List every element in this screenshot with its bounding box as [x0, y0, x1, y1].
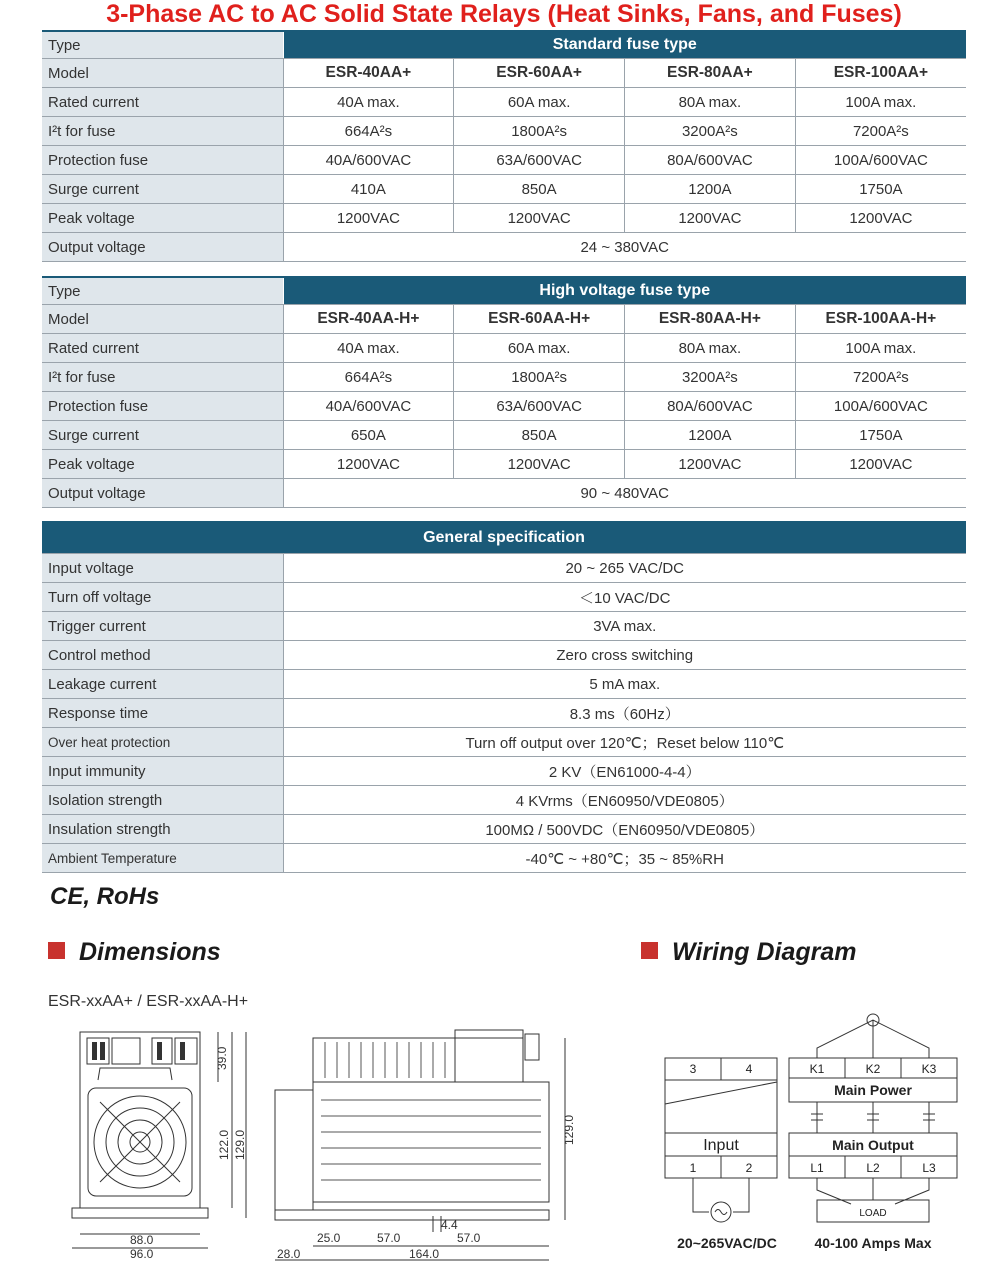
model-cell: ESR-40AA+: [283, 59, 454, 88]
table-cell: 850A: [454, 175, 625, 204]
table-cell: 1200VAC: [454, 204, 625, 233]
terminal-block: [175, 1038, 197, 1064]
terminal-label: L1: [810, 1161, 824, 1175]
table-cell: 1200VAC: [454, 450, 625, 479]
table-cell: 410A: [283, 175, 454, 204]
side-bracket: [275, 1090, 313, 1210]
table-cell: 90 ~ 480VAC: [283, 479, 966, 508]
table-cell: 63A/600VAC: [454, 146, 625, 175]
bullet-square-icon: [641, 942, 658, 959]
table-cell: 664A²s: [283, 117, 454, 146]
terminal-label: 4: [745, 1062, 753, 1076]
screw-icon: [100, 1042, 105, 1060]
table-cell: 5 mA max.: [283, 670, 966, 699]
input-wire: [733, 1178, 749, 1212]
table-cell: 1800A²s: [454, 363, 625, 392]
certifications: CE, RoHs: [50, 883, 160, 910]
wiring-diagram: [655, 1008, 975, 1258]
row-label: Insulation strength: [42, 815, 283, 844]
cover-edge: [98, 1068, 172, 1080]
table-cell: 60A max.: [454, 334, 625, 363]
terminal-block: [112, 1038, 140, 1064]
table-cell: 664A²s: [283, 363, 454, 392]
table-cell: 40A/600VAC: [283, 146, 454, 175]
dim-label: 28.0: [277, 1247, 301, 1261]
table-cell: 8.3 ms（60Hz）: [283, 699, 966, 728]
row-label: Peak voltage: [42, 204, 283, 233]
table-cell: 3200A²s: [625, 117, 796, 146]
row-label: Output voltage: [42, 233, 283, 262]
table-cell: 100A/600VAC: [795, 146, 966, 175]
table-cell: 80A/600VAC: [625, 392, 796, 421]
table-cell: 80A max.: [625, 88, 796, 117]
screw-icon: [92, 1042, 97, 1060]
standard-fuse-table: [42, 32, 966, 262]
wiring-heading: [641, 938, 857, 967]
row-label: I²t for fuse: [42, 363, 283, 392]
screw-icon: [157, 1042, 162, 1060]
table-cell: 40A max.: [283, 88, 454, 117]
front-view-drawing: [60, 1020, 260, 1266]
row-label: Rated current: [42, 88, 283, 117]
dim-label: 57.0: [457, 1231, 481, 1245]
table-cell: 4 KVrms（EN60950/VDE0805）: [283, 786, 966, 815]
model-label: Model: [42, 305, 283, 334]
table-cell: 63A/600VAC: [454, 392, 625, 421]
row-label: Turn off voltage: [42, 583, 283, 612]
table-cell: 7200A²s: [795, 117, 966, 146]
table-cell: 7200A²s: [795, 363, 966, 392]
row-label: Output voltage: [42, 479, 283, 508]
table-cell: 3200A²s: [625, 363, 796, 392]
sine-icon: [715, 1210, 727, 1215]
table-cell: 60A max.: [454, 88, 625, 117]
table-cell: 650A: [283, 421, 454, 450]
terminal-label: 2: [745, 1161, 753, 1175]
dim-label: 25.0: [317, 1231, 341, 1245]
table-cell: 1200A: [625, 421, 796, 450]
amps-label: 40-100 Amps Max: [814, 1235, 932, 1251]
row-label: Input immunity: [42, 757, 283, 786]
dimensions-models: ESR-xxAA+ / ESR-xxAA-H+: [48, 993, 249, 1010]
dim-label: 4.4: [441, 1218, 458, 1232]
table-cell: 1200VAC: [625, 204, 796, 233]
row-label: Protection fuse: [42, 392, 283, 421]
table-cell: 1200VAC: [795, 450, 966, 479]
load-label: LOAD: [859, 1208, 887, 1219]
table-cell: 1200A: [625, 175, 796, 204]
row-label: Leakage current: [42, 670, 283, 699]
dimensions-heading-text: Dimensions: [79, 938, 221, 966]
model-cell: ESR-100AA+: [795, 59, 966, 88]
bullet-square-icon: [48, 942, 65, 959]
table-cell: 1200VAC: [795, 204, 966, 233]
dim-label: 129.0: [562, 1114, 576, 1145]
screw-icon: [180, 1042, 185, 1060]
table-cell: 2 KV（EN61000-4-4）: [283, 757, 966, 786]
model-cell: ESR-60AA-H+: [454, 305, 625, 334]
table-cell: 100A/600VAC: [795, 392, 966, 421]
dim-label: 122.0: [217, 1129, 231, 1160]
row-label: Control method: [42, 641, 283, 670]
row-label: Trigger current: [42, 612, 283, 641]
diagonal: [665, 1082, 777, 1104]
table-cell: 100A max.: [795, 334, 966, 363]
table-cell: 40A max.: [283, 334, 454, 363]
model-cell: ESR-100AA-H+: [795, 305, 966, 334]
table-cell: 1200VAC: [625, 450, 796, 479]
row-label: Surge current: [42, 175, 283, 204]
row-label: Peak voltage: [42, 450, 283, 479]
terminal-block: [87, 1038, 109, 1064]
model-cell: ESR-40AA-H+: [283, 305, 454, 334]
type-label: Type: [42, 32, 283, 59]
dimensions-heading: [48, 938, 221, 967]
dim-label: 96.0: [130, 1247, 154, 1261]
table-cell: 20 ~ 265 VAC/DC: [283, 554, 966, 583]
model-label: Model: [42, 59, 283, 88]
terminal-side: [525, 1034, 539, 1060]
terminal-label: K1: [809, 1062, 825, 1076]
model-cell: ESR-80AA+: [625, 59, 796, 88]
table-cell: Zero cross switching: [283, 641, 966, 670]
table-cell: 850A: [454, 421, 625, 450]
main-power-label: Main Power: [834, 1082, 912, 1098]
dim-label: 39.0: [215, 1046, 229, 1070]
model-cell: ESR-80AA-H+: [625, 305, 796, 334]
terminal-label: 1: [689, 1161, 697, 1175]
terminal-label: L2: [866, 1161, 880, 1175]
terminal-label: K3: [921, 1062, 937, 1076]
high-voltage-fuse-table: [42, 278, 966, 508]
dim-label: 164.0: [409, 1247, 440, 1261]
input-wire: [693, 1178, 709, 1212]
terminal-label: K2: [865, 1062, 881, 1076]
terminal-label: L3: [922, 1161, 936, 1175]
main-output-label: Main Output: [832, 1137, 914, 1153]
table-cell: ＜10 VAC/DC: [283, 583, 966, 612]
dim-label: 129.0: [233, 1129, 247, 1160]
heatsink-fins: [313, 1038, 523, 1082]
table-cell: 1750A: [795, 175, 966, 204]
table-cell: 40A/600VAC: [283, 392, 454, 421]
table-cell: -40℃ ~ +80℃；35 ~ 85%RH: [283, 844, 966, 873]
row-label: Protection fuse: [42, 146, 283, 175]
general-header: General specification: [42, 523, 966, 554]
input-label: Input: [703, 1137, 739, 1154]
dim-label: 57.0: [377, 1231, 401, 1245]
table-cell: 1800A²s: [454, 117, 625, 146]
mounting-base: [72, 1208, 208, 1218]
row-label: Input voltage: [42, 554, 283, 583]
table-cell: Turn off output over 120℃；Reset below 110℃: [283, 728, 966, 757]
row-label: I²t for fuse: [42, 117, 283, 146]
table-cell: 1200VAC: [283, 204, 454, 233]
row-label: Isolation strength: [42, 786, 283, 815]
table-cell: 1750A: [795, 421, 966, 450]
row-label: Rated current: [42, 334, 283, 363]
high-type-header: High voltage fuse type: [283, 278, 966, 305]
page-title: 3-Phase AC to AC Solid State Relays (Heat Sinks, Fans, and Fuses): [106, 0, 902, 28]
table-cell: 1200VAC: [283, 450, 454, 479]
row-label: Over heat protection: [42, 728, 283, 757]
table-cell: 100A max.: [795, 88, 966, 117]
model-cell: ESR-60AA+: [454, 59, 625, 88]
table-cell: 3VA max.: [283, 612, 966, 641]
dim-label: 88.0: [130, 1233, 154, 1247]
row-label: Ambient Temperature: [42, 844, 283, 873]
side-view-drawing: [265, 1020, 595, 1266]
input-spec-label: 20~265VAC/DC: [677, 1235, 777, 1251]
table-cell: 100MΩ / 500VDC（EN60950/VDE0805）: [283, 815, 966, 844]
row-label: Response time: [42, 699, 283, 728]
table-cell: 80A max.: [625, 334, 796, 363]
terminal-label: 3: [689, 1062, 697, 1076]
side-base: [275, 1210, 549, 1220]
type-label: Type: [42, 278, 283, 305]
wiring-heading-text: Wiring Diagram: [672, 938, 857, 966]
table-cell: 80A/600VAC: [625, 146, 796, 175]
row-label: Surge current: [42, 421, 283, 450]
standard-type-header: Standard fuse type: [283, 32, 966, 59]
general-spec-table: [42, 523, 966, 873]
table-cell: 24 ~ 380VAC: [283, 233, 966, 262]
